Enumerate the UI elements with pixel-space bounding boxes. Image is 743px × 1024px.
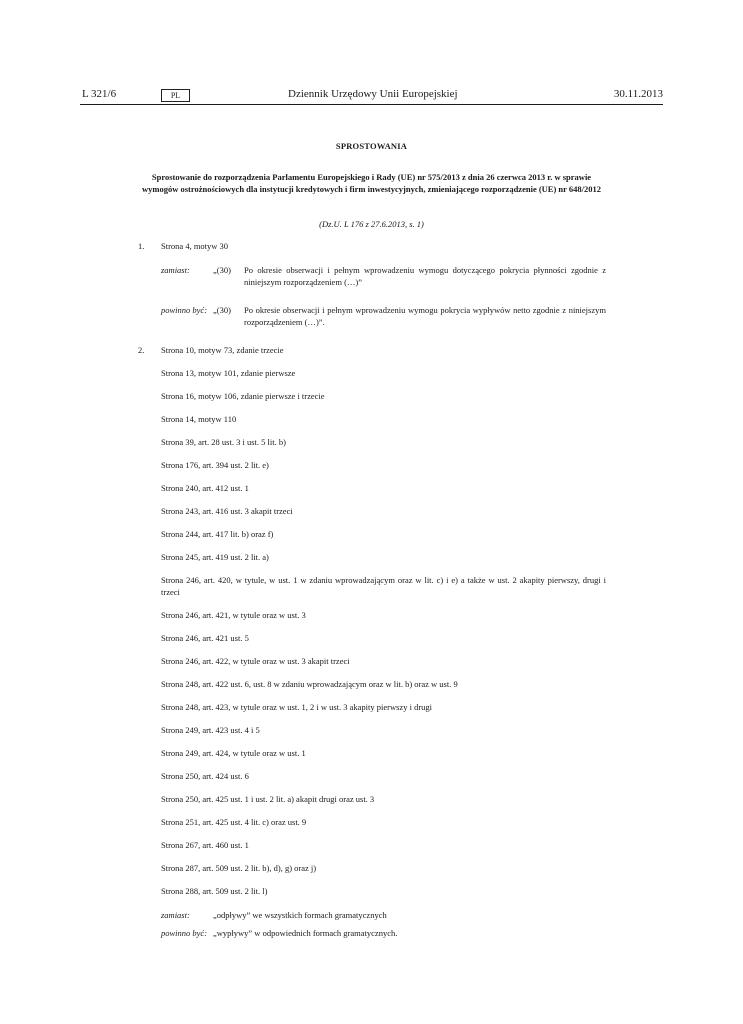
item-2-location: Strona 251, art. 425 ust. 4 lit. c) oraz ust. 9: [161, 817, 307, 827]
item-2-location: Strona 13, motyw 101, zdanie pierwsze: [161, 368, 296, 378]
item-1-should-code: „(30): [213, 305, 231, 315]
item-1-instead-code: „(30): [213, 265, 231, 275]
item-2-location: Strona 10, motyw 73, zdanie trzecie: [161, 345, 284, 355]
item-2-location: Strona 250, art. 424 ust. 6: [161, 771, 249, 781]
item-2-should-label: powinno być:: [161, 928, 208, 938]
item-2-location: Strona 16, motyw 106, zdanie pierwsze i trzecie: [161, 391, 325, 401]
item-2-location: Strona 246, art. 422, w tytule oraz w ust. 3 akapit trzeci: [161, 656, 350, 666]
page-reference: L 321/6: [82, 88, 117, 100]
publication-date: 30.11.2013: [613, 88, 663, 100]
item-2-location: Strona 248, art. 423, w tytule oraz w ust. 1, 2 i w ust. 3 akapity pierwszy i drugi: [161, 702, 433, 712]
item-1-should-label: powinno być:: [161, 305, 208, 315]
item-2-location: Strona 243, art. 416 ust. 3 akapit trzeci: [161, 506, 293, 516]
language-badge: PL: [161, 89, 190, 102]
item-2-location: Strona 248, art. 422 ust. 6, ust. 8 w zdaniu wprowadzającym oraz w lit. b) oraz w ust. 9: [161, 679, 458, 689]
item-2-location: Strona 14, motyw 110: [161, 414, 237, 424]
item-2-location: Strona 176, art. 394 ust. 2 lit. e): [161, 460, 269, 470]
item-2-location: Strona 288, art. 509 ust. 2 lit. l): [161, 886, 268, 896]
item-2-location: Strona 246, art. 420, w tytule, w ust. 1 w zdaniu wprowadzającym oraz w lit. c) i e) a także w ust. 2 akapity pierwszy, drugi i trzeci: [161, 575, 606, 597]
item-2-location: Strona 39, art. 28 ust. 3 i ust. 5 lit. b): [161, 437, 286, 447]
item-2-location: Strona 244, art. 417 lit. b) oraz f): [161, 529, 274, 539]
item-2-location: Strona 240, art. 412 ust. 1: [161, 483, 249, 493]
journal-reference: (Dz.U. L 176 z 27.6.2013, s. 1): [319, 219, 424, 229]
item-2-location: Strona 250, art. 425 ust. 1 i ust. 2 lit. a) akapit drugi oraz ust. 3: [161, 794, 375, 804]
item-2-instead-text: „odpływy” we wszystkich formach gramatycznych: [213, 910, 387, 920]
section-title: SPROSTOWANIA: [335, 141, 408, 151]
item-2-number: 2.: [138, 345, 145, 355]
item-2-location: Strona 287, art. 509 ust. 2 lit. b), d), g) oraz j): [161, 863, 317, 873]
item-2-instead-label: zamiast:: [161, 910, 190, 920]
item-1-instead-label: zamiast:: [161, 265, 190, 275]
header-divider: [80, 104, 663, 105]
item-1-number: 1.: [138, 241, 145, 251]
item-2-location: Strona 249, art. 424, w tytule oraz w ust. 1: [161, 748, 306, 758]
item-1-location: Strona 4, motyw 30: [161, 241, 229, 251]
item-2-location: Strona 267, art. 460 ust. 1: [161, 840, 249, 850]
item-1-instead-text: Po okresie obserwacji i pełnym wprowadzeniu wymogu dotyczącego pokrycia płynności zgodnie z niniejszym rozporządzeniem (…)”: [244, 265, 606, 287]
item-2-location: Strona 246, art. 421, w tytule oraz w ust. 3: [161, 610, 306, 620]
item-2-location: Strona 249, art. 423 ust. 4 i 5: [161, 725, 260, 735]
journal-title: Dziennik Urzędowy Unii Europejskiej: [288, 88, 458, 100]
item-2-location: Strona 246, art. 421 ust. 5: [161, 633, 249, 643]
item-1-should-text: Po okresie obserwacji i pełnym wprowadzeniu wymogu pokrycia wypływów netto zgodnie z niniejszym rozporządzeniem (…)”.: [244, 305, 606, 327]
item-2-should-text: „wypływy” w odpowiednich formach gramatycznych.: [213, 928, 398, 938]
document-title: Sprostowanie do rozporządzenia Parlamentu Europejskiego i Rady (UE) nr 575/2013 z dnia 26 czerwca 2013 r. w sprawie wymogów ostrożnościowych dla instytucji kredytowych i firm inwestycyjnych, zmieniającego rozporządzenie (UE) nr 648/2012: [141, 172, 602, 194]
item-2-location: Strona 245, art. 419 ust. 2 lit. a): [161, 552, 269, 562]
